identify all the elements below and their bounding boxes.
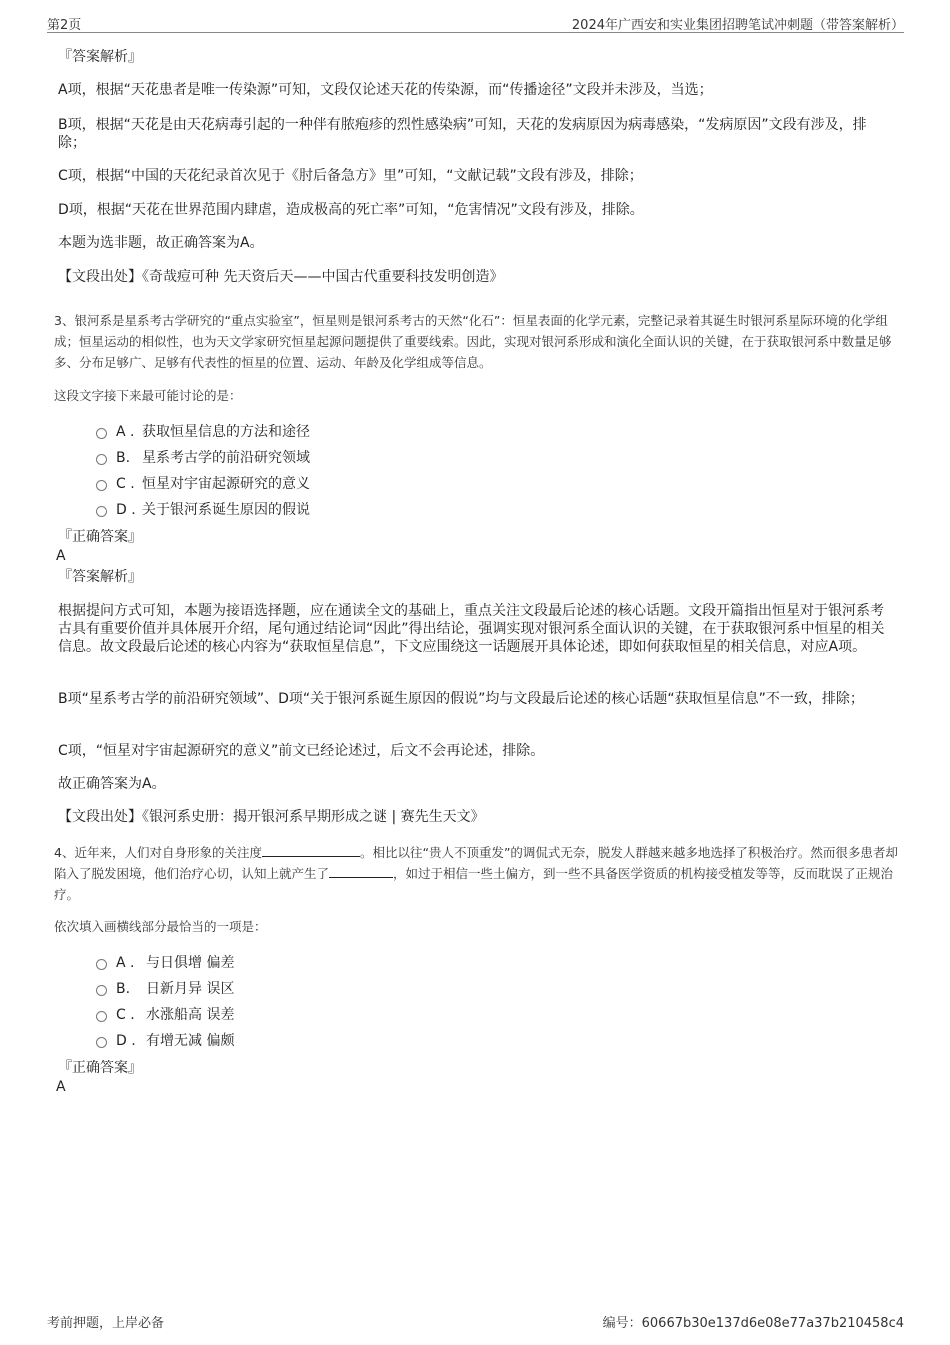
q2-analysis-a: A项，根据“天花患者是唯一传染源”可知，文段仅论述天花的传染源，而“传播途径”文段并未涉及，当选； — [58, 82, 713, 98]
q3-stem: 3、银河系是星系考古学研究的“重点实验室”，恒星则是银河系考古的天然“化石”：恒星表面的化学元素，完整记录着其诞生时银河系星际环境的化学组成；恒星运动的相似性，也为天文学家研究恒星起源问题提供了重要线索。因此，实现对银河系形成和演化全面认识的关键，在于获取银河系中数量足够多、分布足够广、足够有代表性的恒星的位置、运动、年龄及化学组成等信息。 — [54, 313, 892, 370]
q3-analysis-label: 『答案解析』 — [58, 569, 142, 585]
q3-analysis-2: B项“星系考古学的前沿研究领域”、D项“关于银河系诞生原因的假说”均与文段最后论述的核心话题“获取恒星信息”不一致，排除； — [58, 691, 864, 707]
q3-option-c[interactable]: C . 恒星对宇宙起源研究的意义 — [96, 475, 310, 493]
q3-question: 这段文字接下来最可能讨论的是： — [54, 388, 242, 403]
q3-option-d[interactable]: D . 关于银河系诞生原因的假说 — [96, 501, 310, 519]
fill-blank-1 — [262, 844, 360, 857]
radio-icon[interactable] — [96, 1037, 107, 1048]
radio-icon[interactable] — [96, 985, 107, 996]
radio-icon[interactable] — [96, 454, 107, 465]
document-title: 2024年广西安和实业集团招聘笔试冲刺题（带答案解析） — [571, 18, 904, 33]
q4-answer: A — [56, 1079, 66, 1095]
radio-icon[interactable] — [96, 959, 107, 970]
page-header — [47, 10, 904, 33]
q2-analysis-d: D项，根据“天花在世界范围内肆虐，造成极高的死亡率”可知，“危害情况”文段有涉及，排除。 — [58, 202, 644, 218]
q3-answer-label: 『正确答案』 — [58, 529, 142, 545]
q3-source: 【文段出处】《银河系史册：揭开银河系早期形成之谜 | 赛先生天文》 — [58, 809, 485, 825]
radio-icon[interactable] — [96, 1011, 107, 1022]
page-number: 第2页 — [47, 18, 82, 33]
q4-option-b[interactable]: B. 日新月异 误区 — [96, 980, 234, 998]
q4-option-a[interactable]: A . 与日俱增 偏差 — [96, 954, 234, 972]
q3-analysis-1: 根据提问方式可知，本题为接语选择题，应在通读全文的基础上，重点关注文段最后论述的核心话题。文段开篇指出恒星对于银河系考古具有重要价值并具体展开介绍，尾句通过结论词“因此”得出结论，强调实现对银河系全面认识的关键，在于获取银河系中恒星的相关信息。故文段最后论述的核心内容为“获取恒星信息”，下文应围绕这一话题展开具体论述，即如何获取恒星的相关信息，对应A项。 — [58, 603, 885, 655]
q2-analysis-label: 『答案解析』 — [58, 49, 142, 65]
radio-icon[interactable] — [96, 480, 107, 491]
fill-blank-2 — [329, 865, 393, 878]
q3-option-b[interactable]: B. 星系考古学的前沿研究领域 — [96, 449, 310, 467]
q3-conclusion: 故正确答案为A。 — [58, 776, 166, 792]
q3-answer: A — [56, 548, 66, 564]
q4-option-c[interactable]: C . 水涨船高 误差 — [96, 1006, 234, 1024]
q2-conclusion: 本题为选非题，故正确答案为A。 — [58, 235, 264, 251]
q3-option-a[interactable]: A . 获取恒星信息的方法和途径 — [96, 423, 310, 441]
q2-analysis-c: C项，根据“中国的天花纪录首次见于《肘后备急方》里”可知，“文献记载”文段有涉及，排除； — [58, 168, 643, 184]
q4-answer-label: 『正确答案』 — [58, 1060, 142, 1076]
q3-analysis-3: C项，“恒星对宇宙起源研究的意义”前文已经论述过，后文不会再论述，排除。 — [58, 743, 545, 759]
radio-icon[interactable] — [96, 428, 107, 439]
page-footer — [47, 1312, 904, 1332]
q2-analysis-b: B项，根据“天花是由天花病毒引起的一种伴有脓疱疹的烈性感染病”可知，天花的发病原因为病毒感染，“发病原因”文段有涉及，排除； — [58, 117, 867, 151]
footer-serial: 编号：60667b30e137d6e08e77a37b210458c4 — [602, 1316, 904, 1331]
q2-source: 【文段出处】《奇哉痘可种 先天资后天——中国古代重要科技发明创造》 — [58, 269, 504, 285]
footer-slogan: 考前押题，上岸必备 — [47, 1316, 165, 1331]
q4-option-d[interactable]: D . 有增无减 偏颇 — [96, 1032, 234, 1050]
q4-stem: 4、近年来，人们对自身形象的关注度 。相比以往“贵人不顶重发”的调侃式无奈，脱发人群越来越多地选择了积极治疗。然而很多患者却陷入了脱发困境，他们治疗心切，认知上就产生了 ，如过于相信一些土偏方，到一些不具备医学资质的机构接受植发等等，反而耽误了正规治疗。 — [54, 845, 898, 902]
radio-icon[interactable] — [96, 506, 107, 517]
q4-question: 依次填入画横线部分最恰当的一项是： — [54, 919, 267, 934]
